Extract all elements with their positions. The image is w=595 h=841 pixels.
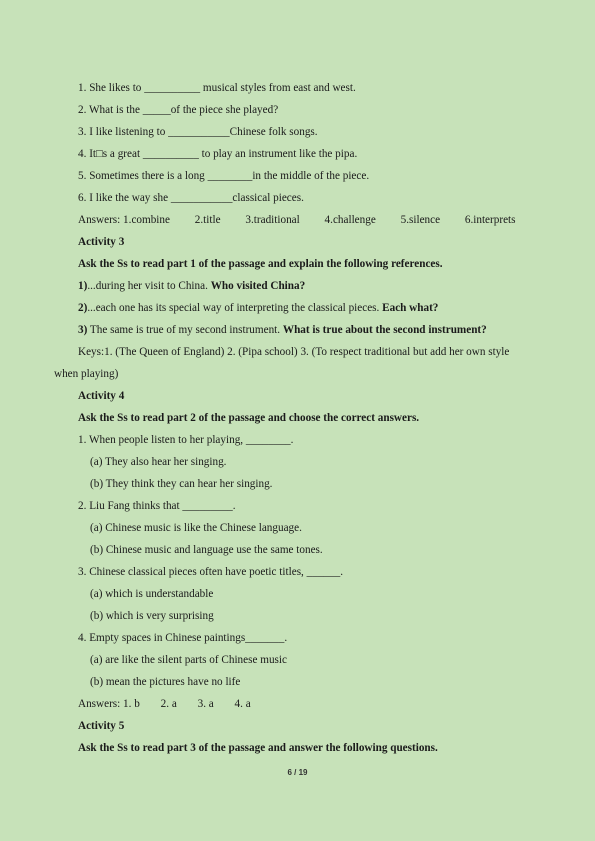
reference-1-number: 1)	[78, 280, 88, 292]
question-1: 1. When people listen to her playing, ________.	[78, 434, 294, 446]
answer-2: 2.title	[194, 214, 221, 226]
reference-2-text: ...each one has its special way of interpreting the classical pieces.	[87, 302, 383, 314]
exercise-answers	[78, 213, 555, 227]
exercise-sentence-2: 2. What is the _____of the piece she played?	[78, 104, 279, 116]
reference-3-text: The same is true of my second instrument.	[87, 324, 283, 336]
activity-4-answer-3: 3. a	[197, 698, 214, 710]
answer-4: 4.challenge	[324, 214, 376, 226]
question-4-option-b: (b) mean the pictures have no life	[90, 676, 241, 688]
activity-3-instruction: Ask the Ss to read part 1 of the passage and explain the following references.	[78, 258, 443, 270]
exercise-sentence-4: 4. It□s a great __________ to play an instrument like the pipa.	[78, 148, 358, 160]
reference-1-question: Who visited China?	[210, 280, 306, 292]
question-3-option-a: (a) which is understandable	[90, 588, 214, 600]
exercise-sentence-3: 3. I like listening to ___________Chinese folk songs.	[78, 126, 318, 138]
reference-1	[78, 279, 555, 293]
answer-1: Answers: 1.combine	[78, 214, 170, 226]
exercise-sentence-6: 6. I like the way she ___________classical pieces.	[78, 192, 304, 204]
question-3-option-b: (b) which is very surprising	[90, 610, 214, 622]
answer-3: 3.traditional	[245, 214, 300, 226]
question-2: 2. Liu Fang thinks that _________.	[78, 500, 236, 512]
activity-4-answer-2: 2. a	[160, 698, 177, 710]
activity-5-title: Activity 5	[78, 720, 125, 732]
reference-2	[78, 301, 555, 315]
answer-6: 6.interprets	[464, 214, 516, 226]
reference-1-text: ...during her visit to China.	[87, 280, 211, 292]
question-2-option-a: (a) Chinese music is like the Chinese language.	[90, 522, 302, 534]
exercise-sentence-5: 5. Sometimes there is a long ________in the middle of the piece.	[78, 170, 370, 182]
activity-4-answer-4: 4. a	[234, 698, 251, 710]
question-4-option-a: (a) are like the silent parts of Chinese music	[90, 654, 287, 666]
exercise-sentence-1: 1. She likes to __________ musical styles from east and west.	[78, 82, 356, 94]
reference-2-number: 2)	[78, 302, 88, 314]
reference-2-question: Each what?	[382, 302, 439, 314]
question-1-option-b: (b) They think they can hear her singing.	[90, 478, 273, 490]
reference-3-question: What is true about the second instrument?	[282, 324, 487, 336]
reference-3	[78, 323, 555, 337]
activity-4-answers	[78, 697, 555, 711]
question-4: 4. Empty spaces in Chinese paintings_______.	[78, 632, 288, 644]
page-number: 6 / 19	[287, 768, 308, 777]
question-2-option-b: (b) Chinese music and language use the same tones.	[90, 544, 323, 556]
activity-4-instruction: Ask the Ss to read part 2 of the passage and choose the correct answers.	[78, 412, 420, 424]
activity-3-keys-line-1: Keys:1. (The Queen of England) 2. (Pipa school) 3. (To respect traditional but add her own style	[78, 346, 510, 358]
answer-5: 5.silence	[400, 214, 441, 226]
activity-5-instruction: Ask the Ss to read part 3 of the passage and answer the following questions.	[78, 742, 438, 754]
activity-3-title: Activity 3	[78, 236, 125, 248]
question-3: 3. Chinese classical pieces often have poetic titles, ______.	[78, 566, 344, 578]
activity-4-answer-1: Answers: 1. b	[78, 698, 140, 710]
activity-3-keys-line-2: when playing)	[54, 368, 119, 380]
reference-3-number: 3)	[78, 324, 88, 336]
question-1-option-a: (a) They also hear her singing.	[90, 456, 227, 468]
activity-4-title: Activity 4	[78, 390, 125, 402]
